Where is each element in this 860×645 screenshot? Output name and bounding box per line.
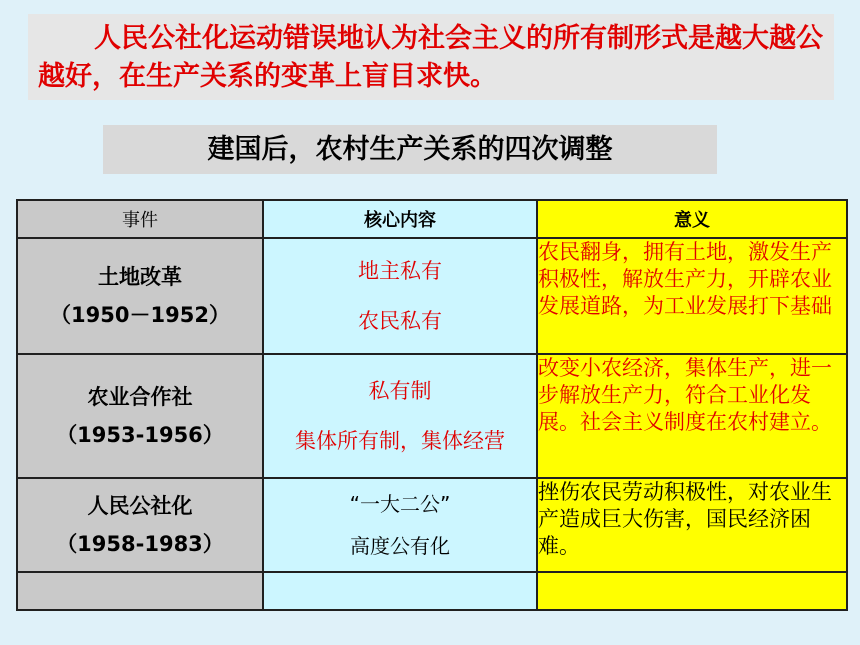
significance-cell: 农民翻身，拥有土地，激发生产积极性，解放生产力，开辟农业发展道路，为工业发展打下基础	[537, 238, 847, 354]
event-years: （1950－1952）	[50, 303, 230, 327]
content-cell	[263, 478, 537, 572]
content-item: 集体所有制，集体经营	[295, 429, 505, 453]
section-heading: 建国后，农村生产关系的四次调整	[103, 125, 717, 174]
summary-note	[28, 14, 834, 100]
content-item: 私有制	[368, 379, 432, 403]
event-name: 人民公社化	[87, 494, 193, 518]
event-cell	[17, 238, 263, 354]
table-row	[17, 238, 847, 354]
event-name: 土地改革	[98, 265, 182, 289]
content-item: “一大二公”	[349, 492, 451, 516]
event-cell	[17, 478, 263, 572]
significance-cell: 改变小农经济，集体生产，进一步解放生产力，符合工业化发展。社会主义制度在农村建立。	[537, 354, 847, 478]
content-item: 农民私有	[358, 309, 442, 333]
content-cell	[263, 354, 537, 478]
event-years: （1958-1983）	[56, 532, 224, 556]
table-row	[17, 354, 847, 478]
content-cell	[263, 238, 537, 354]
content-item: 地主私有	[358, 259, 442, 283]
content-item: 高度公有化	[350, 534, 450, 558]
empty-cell	[537, 572, 847, 610]
table-header-row	[17, 200, 847, 238]
event-years: （1953-1956）	[56, 423, 224, 447]
adjustments-table	[16, 199, 848, 611]
empty-cell	[17, 572, 263, 610]
table-row-empty	[17, 572, 847, 610]
header-event: 事件	[17, 200, 263, 238]
empty-cell	[263, 572, 537, 610]
table-row	[17, 478, 847, 572]
event-name: 农业合作社	[87, 385, 193, 409]
event-cell	[17, 354, 263, 478]
header-content: 核心内容	[263, 200, 537, 238]
significance-cell: 挫伤农民劳动积极性，对农业生产造成巨大伤害，国民经济困难。	[537, 478, 847, 572]
header-significance: 意义	[537, 200, 847, 238]
summary-text: 人民公社化运动错误地认为社会主义的所有制形式是越大越公越好，在生产关系的变革上盲目求快。	[38, 23, 823, 92]
